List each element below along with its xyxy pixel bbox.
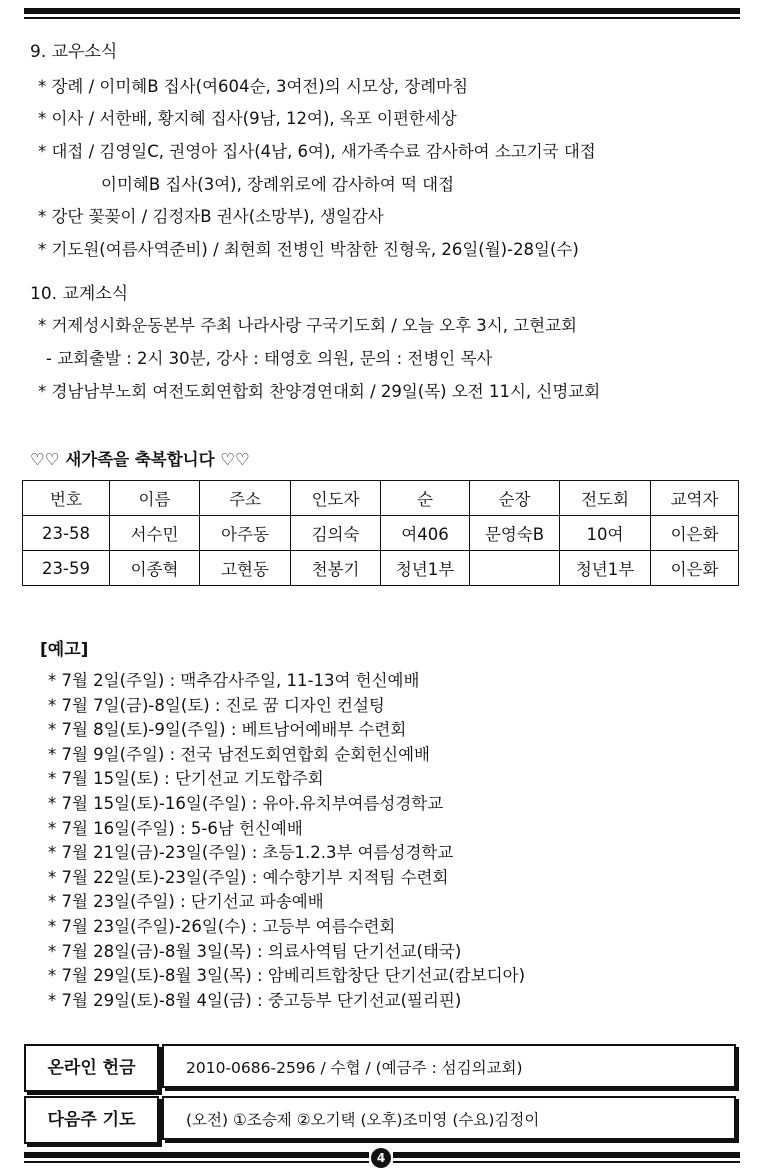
notice-title: [예고] <box>40 640 89 660</box>
list-item: * 7월 28일(금)-8월 3일(목) : 의료사역팀 단기선교(태국) <box>48 941 462 961</box>
list-item: * 7월 21일(금)-23일(주일) : 초등1.2.3부 여름성경학교 <box>48 843 454 863</box>
table-row <box>23 516 739 551</box>
table-cell <box>470 551 560 586</box>
table-cell: 이은화 <box>651 516 739 551</box>
next-week-prayer-label: 다음주 기도 <box>24 1096 159 1144</box>
welcome-title: ♡♡ 새가족을 축복합니다 ♡♡ <box>30 450 250 469</box>
table-cell: 천봉기 <box>291 551 381 586</box>
table-cell: 이은화 <box>651 551 739 586</box>
top-rule <box>24 8 740 14</box>
list-item: * 7월 2일(주일) : 맥추감사주일, 11-13여 헌신예배 <box>48 671 420 690</box>
section-10-line: * 경남남부노회 여전도회연합회 찬양경연대회 / 29일(목) 오전 11시, 신명교회 <box>38 382 601 401</box>
list-item: * 7월 7일(금)-8일(토) : 진로 꿈 디자인 컨설팅 <box>48 695 385 715</box>
table-cell: 23-58 <box>23 516 110 551</box>
section-10-title: 10. 교계소식 <box>30 284 129 304</box>
list-item: * 7월 8일(토)-9일(주일) : 베트남어예배부 수련회 <box>48 720 407 740</box>
next-week-prayer-value: (오전) ①조승제 ②오기택 (오후)조미영 (수요)김정이 <box>162 1096 736 1140</box>
table-header: 전도회 <box>560 481 651 516</box>
section-9-line: * 장례 / 이미혜B 집사(여604순, 3여전)의 시모상, 장례마침 <box>38 77 469 96</box>
section-9-line: 이미혜B 집사(3여), 장례위로에 감사하여 떡 대접 <box>101 175 455 194</box>
section-9-line: * 대접 / 김영일C, 권영아 집사(4남, 6여), 새가족수료 감사하여 소고기국 대접 <box>38 142 596 161</box>
section-10-line: * 거제성시화운동본부 주최 나라사랑 구국기도회 / 오늘 오후 3시, 고현교회 <box>38 316 577 335</box>
table-cell: 김의숙 <box>291 516 381 551</box>
table-cell: 청년1부 <box>560 551 651 586</box>
notice-list <box>48 669 525 1013</box>
list-item: * 7월 29일(토)-8월 4일(금) : 중고등부 단기선교(필리핀) <box>48 990 462 1010</box>
section-9-line: * 이사 / 서한배, 황지혜 집사(9남, 12여), 옥포 이편한세상 <box>38 109 457 128</box>
new-family-table <box>22 480 739 586</box>
table-header: 순 <box>381 481 470 516</box>
table-cell: 이종혁 <box>110 551 200 586</box>
list-item: * 7월 29일(토)-8월 3일(목) : 암베리트합창단 단기선교(캄보디아) <box>48 966 526 986</box>
section-9-line: * 강단 꽃꽂이 / 김정자B 권사(소망부), 생일감사 <box>38 207 384 226</box>
list-item: * 7월 22일(토)-23일(주일) : 예수향기부 지적팀 수련회 <box>48 867 449 887</box>
table-header: 주소 <box>200 481 291 516</box>
section-9-line: * 기도원(여름사역준비) / 최현희 전병인 박참한 진형욱, 26일(월)-28일(수) <box>38 240 579 259</box>
section-9-title: 9. 교우소식 <box>30 42 118 62</box>
table-cell: 여406 <box>381 516 470 551</box>
table-header: 순장 <box>470 481 560 516</box>
bottom-rule <box>24 1152 369 1158</box>
top-rule-thin <box>24 17 740 19</box>
list-item: * 7월 15일(토)-16일(주일) : 유아.유치부여름성경학교 <box>48 793 444 813</box>
bottom-rule <box>393 1152 740 1158</box>
table-cell: 청년1부 <box>381 551 470 586</box>
table-header: 이름 <box>110 481 200 516</box>
table-header: 번호 <box>23 481 110 516</box>
table-cell: 고현동 <box>200 551 291 586</box>
section-10-line: - 교회출발 : 2시 30분, 강사 : 태영호 의원, 문의 : 전병인 목사 <box>46 349 493 368</box>
table-header: 교역자 <box>651 481 739 516</box>
table-cell: 서수민 <box>110 516 200 551</box>
list-item: * 7월 9일(주일) : 전국 남전도회연합회 순회헌신예배 <box>48 744 430 764</box>
online-offering-label: 온라인 헌금 <box>24 1044 159 1092</box>
list-item: * 7월 23일(주일)-26일(수) : 고등부 여름수련회 <box>48 916 396 936</box>
table-header: 인도자 <box>291 481 381 516</box>
list-item: * 7월 23일(주일) : 단기선교 파송예배 <box>48 892 324 912</box>
list-item: * 7월 15일(토) : 단기선교 기도합주회 <box>48 769 324 789</box>
table-cell: 10여 <box>560 516 651 551</box>
list-item: * 7월 16일(주일) : 5-6남 헌신예배 <box>48 818 303 838</box>
online-offering-value: 2010-0686-2596 / 수협 / (예금주 : 섬김의교회) <box>162 1044 736 1088</box>
bottom-rule-thin <box>393 1161 740 1163</box>
table-cell: 아주동 <box>200 516 291 551</box>
table-row <box>23 551 739 586</box>
table-header-row <box>23 481 739 516</box>
table-cell: 23-59 <box>23 551 110 586</box>
bottom-rule-thin <box>24 1161 369 1163</box>
page-number: 4 <box>371 1148 391 1168</box>
table-cell: 문영숙B <box>470 516 560 551</box>
